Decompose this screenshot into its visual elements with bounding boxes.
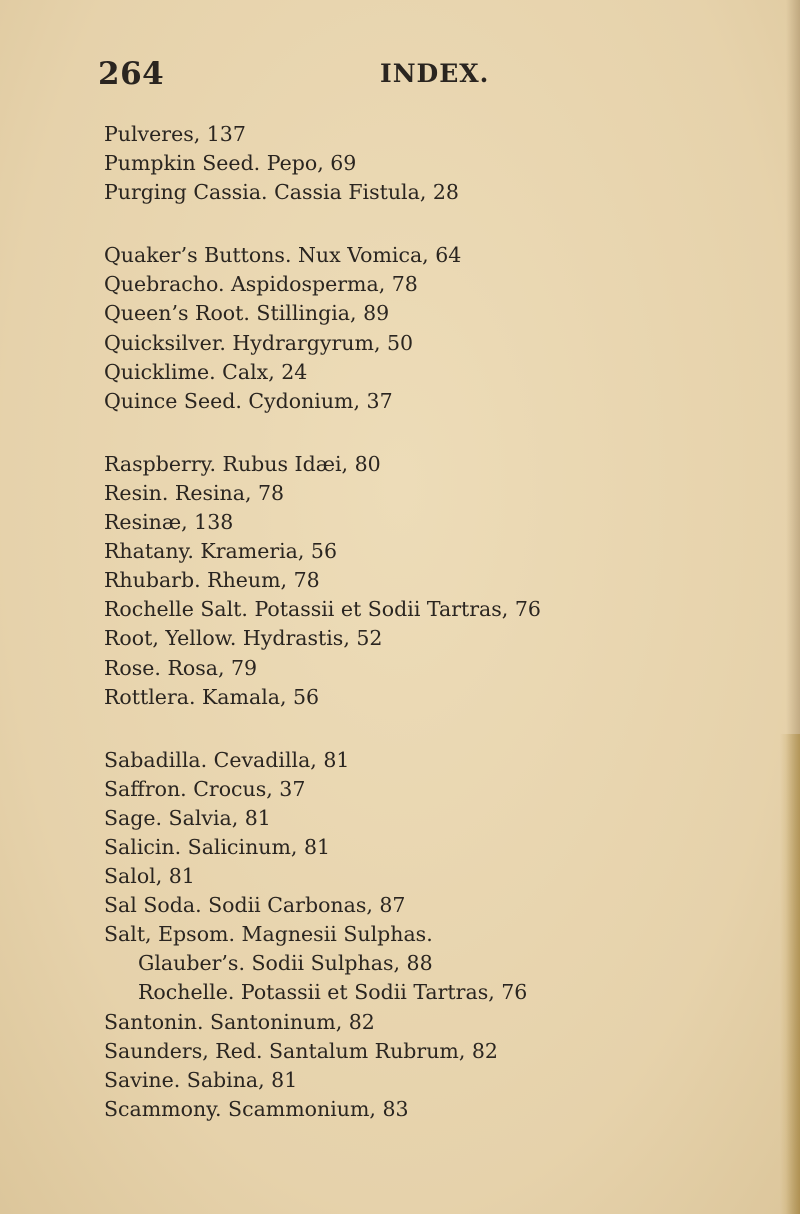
index-entry: Pumpkin Seed. Pepo, 69 [104,151,357,176]
page-number: 264 [98,56,165,92]
index-group [104,241,794,416]
index-entry: Santonin. Santoninum, 82 [104,1009,375,1034]
index-body [104,120,794,1158]
index-entry: Quaker’s Buttons. Nux Vomica, 64 [104,243,462,268]
index-entry: Rose. Rosa, 79 [104,655,258,680]
index-entry: Salt, Epsom. Magnesii Sulphas. [104,922,433,947]
index-entry: Quince Seed. Cydonium, 37 [104,388,393,413]
index-entry: Rhubarb. Rheum, 78 [104,568,320,593]
index-entry: Scammony. Scammonium, 83 [104,1096,409,1121]
index-entry: Salol, 81 [104,864,195,889]
index-entry: Sal Soda. Sodii Carbonas, 87 [104,893,406,918]
index-entry: Saunders, Red. Santalum Rubrum, 82 [104,1038,498,1063]
index-entry: Rottlera. Kamala, 56 [104,684,320,709]
page-edge-stain [780,734,800,1214]
index-entry: Purging Cassia. Cassia Fistula, 28 [104,180,459,205]
index-entry: Salicin. Salicinum, 81 [104,834,331,859]
index-group [104,450,794,712]
index-subentry: Glauber’s. Sodii Sulphas, 88 [138,951,433,976]
index-entry: Queen’s Root. Stillingia, 89 [104,301,390,326]
index-entry: Savine. Sabina, 81 [104,1067,298,1092]
index-entry: Quicksilver. Hydrargyrum, 50 [104,330,414,355]
page-header [98,56,798,96]
index-entry: Quicklime. Calx, 24 [104,359,308,384]
index-entry: Pulveres, 137 [104,122,246,146]
index-entry: Resin. Resina, 78 [104,480,285,505]
index-entry: Sabadilla. Cevadilla, 81 [104,747,350,772]
index-entry: Rochelle Salt. Potassii et Sodii Tartras, 76 [104,597,541,622]
index-subentry: Rochelle. Potassii et Sodii Tartras, 76 [138,980,528,1005]
index-entry: Saffron. Crocus, 37 [104,776,306,801]
index-entry: Root, Yellow. Hydrastis, 52 [104,626,383,651]
index-group [104,746,794,1124]
index-entry: Rhatany. Krameria, 56 [104,539,338,564]
index-entry: Resinæ, 138 [104,510,234,535]
index-entry: Raspberry. Rubus Idæi, 80 [104,451,381,476]
running-head: INDEX. [380,59,490,88]
index-entry: Sage. Salvia, 81 [104,805,271,830]
index-entry: Quebracho. Aspidosperma, 78 [104,272,418,297]
index-group [104,120,794,207]
